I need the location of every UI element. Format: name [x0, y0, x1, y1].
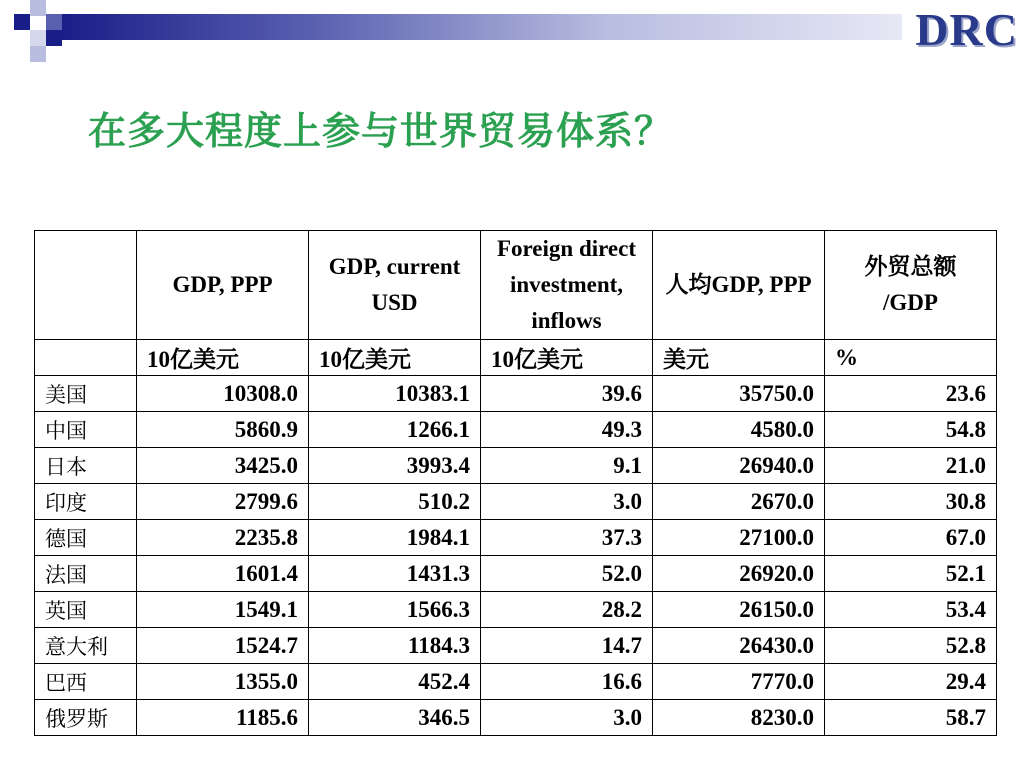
table-row	[35, 376, 997, 412]
value-cell: 1549.1	[137, 592, 309, 628]
value-cell: 4580.0	[653, 412, 825, 448]
value-cell: 5860.9	[137, 412, 309, 448]
country-cell: 巴西	[35, 664, 137, 700]
value-cell: 1566.3	[309, 592, 481, 628]
value-cell: 67.0	[825, 520, 997, 556]
value-cell: 29.4	[825, 664, 997, 700]
table-row	[35, 664, 997, 700]
value-cell: 452.4	[309, 664, 481, 700]
table-row	[35, 628, 997, 664]
value-cell: 49.3	[481, 412, 653, 448]
table-row	[35, 520, 997, 556]
value-cell: 26150.0	[653, 592, 825, 628]
value-cell: 1524.7	[137, 628, 309, 664]
value-cell: 26920.0	[653, 556, 825, 592]
value-cell: 37.3	[481, 520, 653, 556]
value-cell: 26430.0	[653, 628, 825, 664]
value-cell: 1984.1	[309, 520, 481, 556]
value-cell: 39.6	[481, 376, 653, 412]
value-cell: 3.0	[481, 700, 653, 736]
unit-cell: 10亿美元	[137, 340, 309, 376]
table-row	[35, 700, 997, 736]
value-cell: 21.0	[825, 448, 997, 484]
page-title: 在多大程度上参与世界贸易体系？	[88, 109, 674, 153]
table-row	[35, 484, 997, 520]
header-cell: Foreign direct investment, inflows	[481, 231, 653, 340]
value-cell: 7770.0	[653, 664, 825, 700]
header-cell: GDP, current USD	[309, 231, 481, 340]
value-cell: 54.8	[825, 412, 997, 448]
country-cell: 印度	[35, 484, 137, 520]
country-cell: 中国	[35, 412, 137, 448]
value-cell: 10383.1	[309, 376, 481, 412]
header-cell	[35, 231, 137, 340]
value-cell: 2235.8	[137, 520, 309, 556]
header-row	[35, 231, 997, 340]
value-cell: 14.7	[481, 628, 653, 664]
value-cell: 3993.4	[309, 448, 481, 484]
header-cell: 人均GDP, PPP	[653, 231, 825, 340]
value-cell: 27100.0	[653, 520, 825, 556]
value-cell: 52.0	[481, 556, 653, 592]
value-cell: 35750.0	[653, 376, 825, 412]
value-cell: 346.5	[309, 700, 481, 736]
value-cell: 1184.3	[309, 628, 481, 664]
value-cell: 1266.1	[309, 412, 481, 448]
value-cell: 1355.0	[137, 664, 309, 700]
header-gradient-bar	[62, 14, 902, 40]
drc-logo: DRC	[915, 4, 1018, 55]
value-cell: 16.6	[481, 664, 653, 700]
unit-cell: 10亿美元	[481, 340, 653, 376]
value-cell: 2799.6	[137, 484, 309, 520]
value-cell: 1601.4	[137, 556, 309, 592]
table-row	[35, 412, 997, 448]
value-cell: 510.2	[309, 484, 481, 520]
value-cell: 28.2	[481, 592, 653, 628]
value-cell: 30.8	[825, 484, 997, 520]
country-cell: 意大利	[35, 628, 137, 664]
value-cell: 3.0	[481, 484, 653, 520]
unit-cell: 10亿美元	[309, 340, 481, 376]
data-table	[34, 230, 997, 736]
header-cell: GDP, PPP	[137, 231, 309, 340]
value-cell: 9.1	[481, 448, 653, 484]
value-cell: 3425.0	[137, 448, 309, 484]
value-cell: 53.4	[825, 592, 997, 628]
country-cell: 日本	[35, 448, 137, 484]
value-cell: 1431.3	[309, 556, 481, 592]
value-cell: 26940.0	[653, 448, 825, 484]
value-cell: 1185.6	[137, 700, 309, 736]
country-cell: 美国	[35, 376, 137, 412]
value-cell: 2670.0	[653, 484, 825, 520]
value-cell: 52.8	[825, 628, 997, 664]
unit-cell: 美元	[653, 340, 825, 376]
table-row	[35, 592, 997, 628]
units-row	[35, 340, 997, 376]
country-cell: 德国	[35, 520, 137, 556]
header-cell: 外贸总额 /GDP	[825, 231, 997, 340]
value-cell: 52.1	[825, 556, 997, 592]
country-cell: 法国	[35, 556, 137, 592]
unit-cell	[35, 340, 137, 376]
table-row	[35, 556, 997, 592]
table-body	[35, 376, 997, 736]
value-cell: 8230.0	[653, 700, 825, 736]
value-cell: 10308.0	[137, 376, 309, 412]
table-row	[35, 448, 997, 484]
value-cell: 23.6	[825, 376, 997, 412]
unit-cell: %	[825, 340, 997, 376]
country-cell: 英国	[35, 592, 137, 628]
value-cell: 58.7	[825, 700, 997, 736]
country-cell: 俄罗斯	[35, 700, 137, 736]
